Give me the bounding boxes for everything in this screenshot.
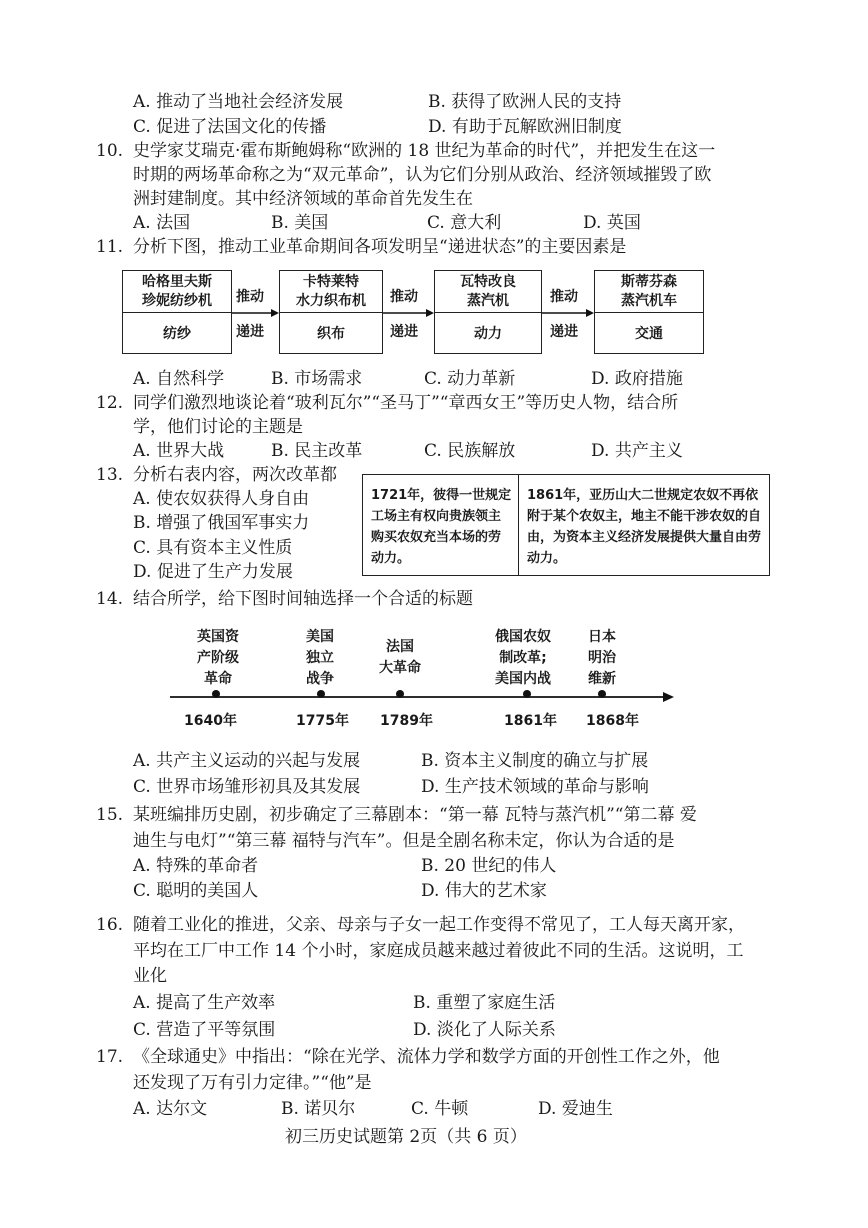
timeline-year: 1789年 xyxy=(380,713,433,729)
q9-option-c: C. 促进了法国文化的传播 xyxy=(133,117,327,137)
q11-number: 11. xyxy=(96,237,124,257)
q12-option-a: A. 世界大战 xyxy=(133,441,225,461)
q11-option-c: C. 动力革新 xyxy=(424,369,516,389)
timeline-year: 1861年 xyxy=(504,713,557,729)
q12-option-c: C. 民族解放 xyxy=(424,441,516,461)
box-field: 动力 xyxy=(474,326,502,342)
q15-stem-line2: 迪生与电灯”“第三幕 福特与汽车”。但是全剧名称未定，你认为合适的是 xyxy=(133,831,675,851)
event-label: 大革命 xyxy=(379,660,421,676)
event-label: 英国资 xyxy=(197,629,239,645)
event-label: 美国内战 xyxy=(495,671,551,687)
timeline-year: 1868年 xyxy=(586,713,639,729)
box-inventor: 瓦特改良 xyxy=(460,274,516,290)
q16-option-d: D. 淡化了人际关系 xyxy=(413,1020,556,1040)
event-label: 法国 xyxy=(386,639,414,655)
q9-option-b: B. 获得了欧洲人民的支持 xyxy=(428,92,622,112)
q10-option-d: D. 英国 xyxy=(583,213,641,233)
timeline-dot xyxy=(396,690,404,698)
event-label: 战争 xyxy=(306,671,334,687)
timeline-dot xyxy=(598,690,606,698)
q16-option-c: C. 营造了平等氛围 xyxy=(133,1020,276,1040)
timeline-year: 1775年 xyxy=(296,713,349,729)
box-field: 交通 xyxy=(635,326,663,342)
q14-stem: 结合所学，给下图时间轴选择一个合适的标题 xyxy=(133,589,473,609)
q13-stem: 分析右表内容，两次改革都 xyxy=(133,465,337,485)
q9-option-a: A. 推动了当地社会经济发展 xyxy=(133,92,344,112)
box-inventor: 哈格里夫斯 xyxy=(142,274,212,290)
q16-stem-line1: 随着工业化的推进，父亲、母亲与子女一起工作变得不常见了，工人每天离开家， xyxy=(133,915,745,935)
event-label: 日本 xyxy=(588,629,616,645)
box-field: 织布 xyxy=(317,326,345,342)
q17-option-b: B. 诺贝尔 xyxy=(281,1099,356,1119)
event-label: 美国 xyxy=(306,629,334,645)
timeline-dot xyxy=(523,690,531,698)
q16-option-a: A. 提高了生产效率 xyxy=(133,993,276,1013)
event-label: 俄国农奴 xyxy=(495,629,551,645)
arrow-label-progress: 递进 xyxy=(390,324,418,340)
q13-option-d: D. 促进了生产力发展 xyxy=(133,562,293,582)
q17-option-a: A. 达尔文 xyxy=(133,1099,208,1119)
timeline-dot xyxy=(317,690,325,698)
arrow-label-push: 推动 xyxy=(236,289,264,305)
event-label: 产阶级 xyxy=(197,650,239,666)
q11-option-a: A. 自然科学 xyxy=(133,369,225,389)
q10-number: 10. xyxy=(96,141,124,161)
q17-number: 17. xyxy=(96,1047,124,1067)
box-invention: 水力织布机 xyxy=(296,293,366,309)
q17-stem-line1: 《全球通史》中指出：“除在光学、流体力学和数学方面的开创性工作之外，他 xyxy=(133,1047,720,1067)
q13-option-a: A. 使农奴获得人身自由 xyxy=(133,489,310,509)
q14-option-d: D. 生产技术领域的革命与影响 xyxy=(421,777,649,797)
event-label: 维新 xyxy=(588,671,616,687)
q12-option-b: B. 民主改革 xyxy=(271,441,363,461)
box-inventor: 斯蒂芬森 xyxy=(621,274,677,290)
q13-option-b: B. 增强了俄国军事实力 xyxy=(133,513,310,533)
q16-number: 16. xyxy=(96,915,124,935)
timeline-dot xyxy=(212,690,220,698)
q13-number: 13. xyxy=(96,465,124,485)
q10-option-b: B. 美国 xyxy=(271,213,329,233)
q16-stem-line3: 业化 xyxy=(133,966,167,986)
box-inventor: 卡特莱特 xyxy=(303,274,359,290)
table-cell-alexander: 1861年，亚历山大二世规定农奴不再依附于某个农奴主，地主不能干涉农奴的自由，为资本主义经济发展提供大量自由劳动力。 xyxy=(527,488,762,566)
q10-stem-line2: 时期的两场革命称之为“双元革命”，认为它们分别从政治、经济领域摧毁了欧 xyxy=(133,165,712,185)
q17-option-c: C. 牛顿 xyxy=(411,1099,469,1119)
q11-option-d: D. 政府措施 xyxy=(591,369,683,389)
q12-stem-line2: 学，他们讨论的主题是 xyxy=(133,417,303,437)
event-label: 明治 xyxy=(588,650,616,666)
q10-option-a: A. 法国 xyxy=(133,213,191,233)
arrow-label-push: 推动 xyxy=(390,289,418,305)
q11-stem: 分析下图，推动工业革命期间各项发明呈“递进状态”的主要因素是 xyxy=(133,237,627,257)
q16-stem-line2: 平均在工厂中工作 14 个小时，家庭成员越来越过着彼此不同的生活。这说明，工 xyxy=(133,941,744,961)
q15-stem-line1: 某班编排历史剧，初步确定了三幕剧本：“第一幕 瓦特与蒸汽机”“第二幕 爱 xyxy=(133,805,697,825)
q15-option-c: C. 聪明的美国人 xyxy=(133,881,259,901)
q14-option-c: C. 世界市场雏形初具及其发展 xyxy=(133,777,361,797)
event-label: 革命 xyxy=(204,671,232,687)
timeline-arrow-icon xyxy=(663,692,674,702)
q15-option-d: D. 伟大的艺术家 xyxy=(421,881,547,901)
q15-number: 15. xyxy=(96,805,124,825)
arrow-label-progress: 递进 xyxy=(550,324,578,340)
q10-stem-line3: 洲封建制度。其中经济领域的革命首先发生在 xyxy=(133,189,473,209)
timeline-year: 1640年 xyxy=(184,713,237,729)
q12-stem-line1: 同学们激烈地谈论着“玻利瓦尔”“圣马丁”“章西女王”等历史人物，结合所 xyxy=(133,393,679,413)
box-invention: 蒸汽机车 xyxy=(621,293,677,309)
event-label: 独立 xyxy=(306,650,334,666)
q12-number: 12. xyxy=(96,393,124,413)
q15-option-b: B. 20 世纪的伟人 xyxy=(421,856,557,876)
q13-option-c: C. 具有资本主义性质 xyxy=(133,538,293,558)
box-field: 纺纱 xyxy=(163,326,191,342)
table-cell-peter: 1721年，彼得一世规定工场主有权向贵族领主购买农奴充当本场的劳动力。 xyxy=(363,475,519,575)
arrow-label-push: 推动 xyxy=(550,289,578,305)
q15-option-a: A. 特殊的革命者 xyxy=(133,856,259,876)
box-invention: 蒸汽机 xyxy=(467,293,509,309)
q17-stem-line2: 还发现了万有引力定律。”“他”是 xyxy=(133,1073,372,1093)
q14-option-a: A. 共产主义运动的兴起与发展 xyxy=(133,751,361,771)
q14-number: 14. xyxy=(96,589,124,609)
q11-option-b: B. 市场需求 xyxy=(271,369,363,389)
q12-option-d: D. 共产主义 xyxy=(591,441,683,461)
q17-option-d: D. 爱迪生 xyxy=(538,1099,613,1119)
box-invention: 珍妮纺纱机 xyxy=(142,293,212,309)
q10-option-c: C. 意大利 xyxy=(427,213,502,233)
page-footer: 初三历史试题第 2页（共 6 页） xyxy=(285,1127,527,1147)
event-label: 制改革; xyxy=(499,650,547,666)
q9-option-d: D. 有助于瓦解欧洲旧制度 xyxy=(428,117,622,137)
q16-option-b: B. 重塑了家庭生活 xyxy=(413,993,556,1013)
arrow-label-progress: 递进 xyxy=(236,324,264,340)
q14-option-b: B. 资本主义制度的确立与扩展 xyxy=(421,751,649,771)
q10-stem-line1: 史学家艾瑞克·霍布斯鲍姆称“欧洲的 18 世纪为革命的时代”，并把发生在这一 xyxy=(133,141,716,161)
